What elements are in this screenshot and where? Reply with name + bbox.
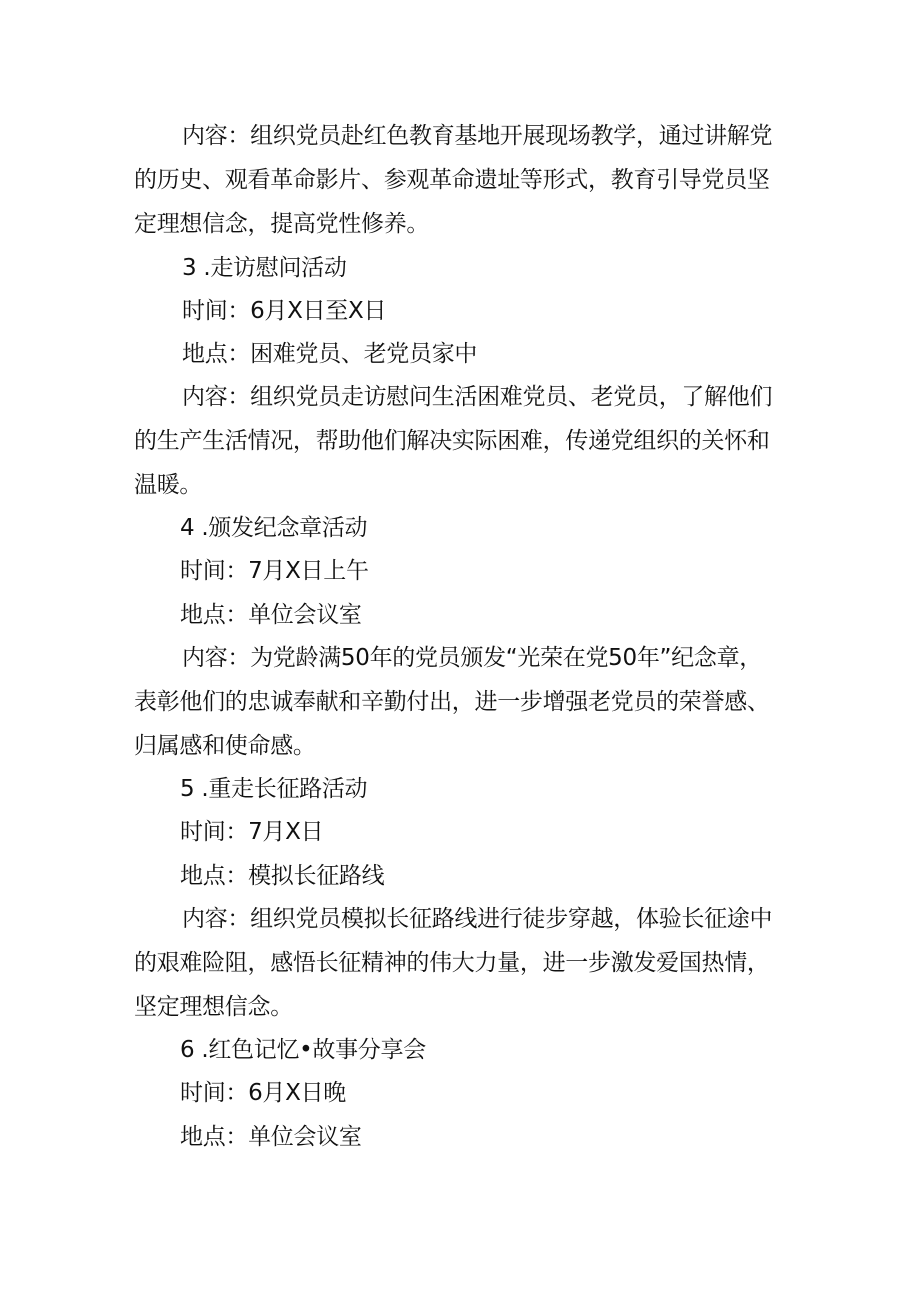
section-heading-5: 5 .重走长征路活动 [180,776,368,802]
section-3-content-line-3: 温暖。 [134,472,203,498]
section-heading-3: 3 .走访慰问活动 [182,255,347,281]
section-3-time: 时间：6月X日至X日 [182,298,387,324]
section-3-content-line-1: 内容：组织党员走访慰问生活困难党员、老党员，了解他们 [182,384,773,410]
section-3-location: 地点：困难党员、老党员家中 [182,341,478,367]
section-5-content-line-2: 的艰难险阻，感悟长征精神的伟大力量，进一步激发爱国热情， [134,950,770,976]
section-heading-4: 4 .颁发纪念章活动 [180,515,368,541]
section-4-content-line-3: 归属感和使命感。 [134,733,316,759]
para-study-content-line-3: 定理想信念，提高党性修养。 [134,211,430,237]
section-4-time: 时间：7月X日上午 [180,558,369,584]
section-5-time: 时间：7月X日 [180,819,324,845]
section-5-content-line-3: 坚定理想信念。 [134,994,293,1020]
section-5-location: 地点：模拟长征路线 [180,863,385,889]
section-4-content-line-1: 内容：为党龄满50年的党员颁发“光荣在党50年”纪念章， [182,645,762,671]
section-6-location: 地点：单位会议室 [180,1124,362,1150]
section-6-time: 时间：6月X日晚 [180,1080,346,1106]
para-study-content-line-2: 的历史、观看革命影片、参观革命遗址等形式，教育引导党员坚 [134,167,770,193]
section-5-content-line-1: 内容：组织党员模拟长征路线进行徒步穿越，体验长征途中 [182,906,773,932]
para-study-content-line-1: 内容：组织党员赴红色教育基地开展现场教学，通过讲解党 [182,123,773,149]
section-4-location: 地点：单位会议室 [180,602,362,628]
section-3-content-line-2: 的生产生活情况，帮助他们解决实际困难，传递党组织的关怀和 [134,428,770,454]
section-4-content-line-2: 表彰他们的忠诚奉献和辛勤付出，进一步增强老党员的荣誉感、 [134,689,770,715]
section-heading-6: 6 .红色记忆•故事分享会 [180,1037,426,1063]
